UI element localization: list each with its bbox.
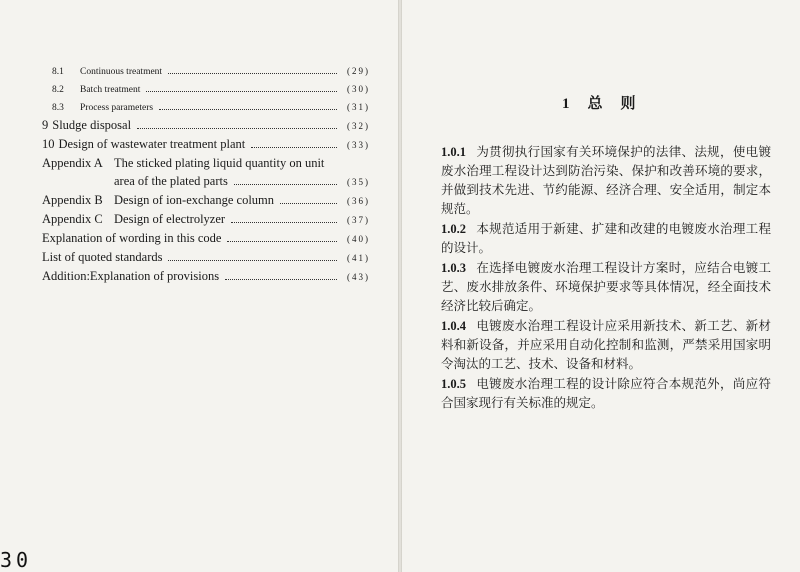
toc-entry-appendix-c (42, 210, 370, 229)
clause (441, 375, 771, 413)
toc-leader (146, 91, 337, 92)
chapter-heading (562, 92, 654, 113)
clause (441, 259, 771, 316)
toc-leader (159, 109, 337, 110)
toc-title: area of the plated parts (114, 174, 228, 188)
toc-entry (42, 62, 370, 80)
toc-leader (231, 222, 337, 223)
appendix-label: Appendix A (42, 156, 103, 170)
toc-leader (280, 203, 337, 204)
toc-entry (42, 80, 370, 98)
toc-page: (41) (347, 253, 370, 263)
toc-number: 8.3 (52, 103, 64, 113)
toc-page: (43) (347, 272, 370, 282)
chapter-number: 1 (562, 96, 572, 112)
clause-number: 1.0.3 (441, 261, 466, 275)
toc-page: (32) (347, 121, 370, 131)
page-number: 30 (0, 548, 33, 572)
toc-leader (225, 279, 337, 280)
toc-number: 9 (42, 118, 49, 132)
toc-number: 8.1 (52, 67, 64, 77)
appendix-label: Appendix B (42, 193, 103, 207)
toc-leader (227, 241, 337, 242)
table-of-contents (42, 62, 370, 286)
clause-number: 1.0.5 (441, 377, 466, 391)
chapter-title-char: 总 (587, 96, 605, 112)
clause-number: 1.0.4 (441, 319, 466, 333)
toc-entry (42, 229, 370, 248)
toc-entry (42, 116, 370, 135)
toc-entry-appendix-a (42, 154, 370, 172)
toc-title: Design of electrolyzer (114, 212, 226, 226)
clause (441, 220, 771, 258)
toc-title: Sludge disposal (52, 118, 132, 132)
toc-page: (33) (347, 140, 370, 150)
toc-title: Batch treatment (80, 85, 141, 95)
toc-page: (31) (347, 102, 370, 112)
clause-number: 1.0.2 (441, 222, 466, 236)
toc-title: List of quoted standards (42, 250, 163, 264)
toc-entry (42, 135, 370, 154)
toc-entry (42, 248, 370, 267)
toc-page: (30) (347, 84, 370, 94)
toc-entry (42, 267, 370, 286)
toc-page: (37) (347, 215, 370, 225)
clause-text: 电镀废水治理工程设计应采用新技术、新工艺、新材料和新设备，并应采用自动化控制和监测，严禁采用国家明令淘汰的工艺、技术、设备和材料。 (441, 319, 771, 371)
clause-text: 在选择电镀废水治理工程设计方案时，应结合电镀工艺、废水排放条件、环境保护要求等具体情况，经全面技术经济比较后确定。 (441, 261, 771, 313)
toc-leader (168, 73, 337, 74)
toc-entry-appendix-b (42, 191, 370, 210)
toc-title: The sticked plating liquid quantity on unit (114, 156, 325, 170)
clause (441, 143, 771, 219)
toc-page: (35) (347, 177, 370, 187)
toc-leader (168, 260, 337, 261)
toc-entry-continuation (42, 172, 370, 191)
toc-title: Addition:Explanation of provisions (42, 269, 220, 283)
toc-leader (234, 184, 337, 185)
left-page (0, 0, 398, 572)
clause-number: 1.0.1 (441, 145, 466, 159)
clause (441, 317, 771, 374)
clause-text: 电镀废水治理工程的设计除应符合本规范外，尚应符合国家现行有关标准的规定。 (441, 377, 771, 410)
toc-title: Process parameters (80, 103, 154, 113)
appendix-label: Appendix C (42, 212, 103, 226)
clause-list (441, 143, 771, 414)
toc-title: Continuous treatment (80, 67, 163, 77)
clause-text: 为贯彻执行国家有关环境保护的法律、法规，使电镀废水治理工程设计达到防治污染、保护和改善环境的要求，并做到技术先进、节约能源、经济合理、安全适用，制定本规范。 (441, 145, 771, 216)
toc-title: Design of wastewater treatment plant (58, 137, 246, 151)
toc-page: (40) (347, 234, 370, 244)
toc-title: Explanation of wording in this code (42, 231, 222, 245)
toc-number: 8.2 (52, 85, 64, 95)
toc-leader (251, 147, 337, 148)
toc-leader (137, 128, 337, 129)
chapter-title-char: 则 (620, 96, 638, 112)
toc-entry (42, 98, 370, 116)
clause-text: 本规范适用于新建、扩建和改建的电镀废水治理工程的设计。 (441, 222, 771, 255)
toc-page: (29) (347, 66, 370, 76)
toc-title: Design of ion-exchange column (114, 193, 275, 207)
toc-page: (36) (347, 196, 370, 206)
toc-number: 10 (42, 137, 55, 151)
